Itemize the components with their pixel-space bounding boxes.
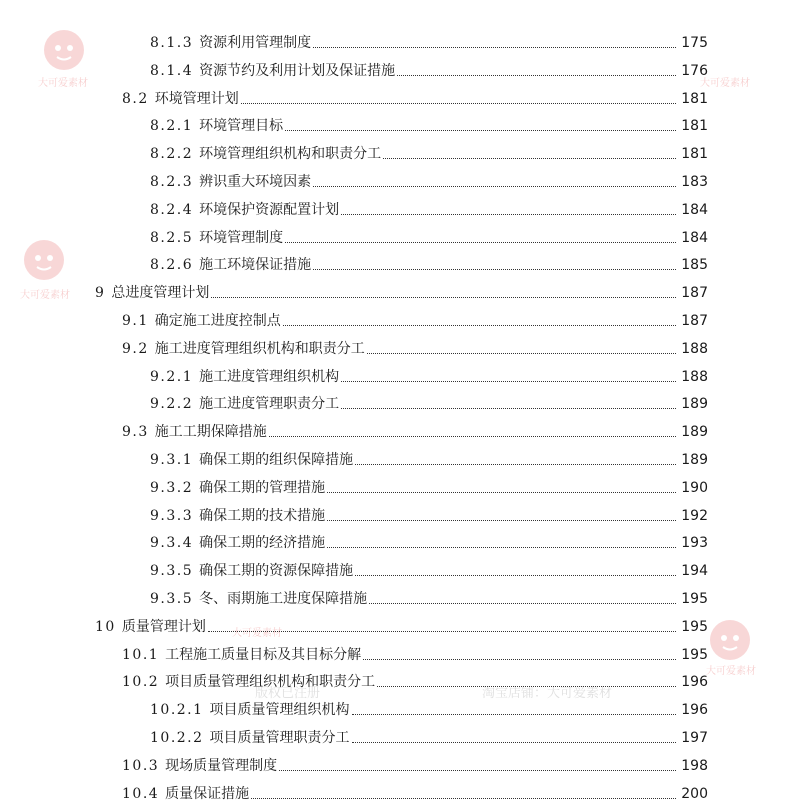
toc-entry[interactable] (0, 334, 800, 358)
toc-entry[interactable] (0, 417, 800, 441)
toc-entry-title: 环境管理组织机构和职责分工 (199, 146, 382, 163)
toc-entry-number: 10.2.2 (150, 730, 204, 746)
toc-dot-leader (369, 602, 676, 604)
toc-entry-page: 196 (681, 702, 708, 719)
toc-dot-leader (285, 241, 676, 243)
toc-entry-title: 项目质量管理职责分工 (209, 730, 350, 746)
toc-entry-page: 190 (681, 479, 708, 496)
toc-entry[interactable] (0, 612, 800, 636)
toc-entry[interactable] (0, 779, 800, 803)
toc-entry[interactable] (0, 250, 800, 274)
toc-entry-number: 10.3 (122, 757, 160, 774)
toc-entry-number: 8.2.6 (150, 257, 194, 274)
toc-entry-number: 9 (95, 285, 106, 302)
toc-entry-number: 9.2.2 (150, 396, 194, 413)
toc-entry-number: 9.3.5 (150, 563, 194, 580)
watermark-brand: 大可爱素材 (706, 666, 756, 677)
toc-entry-page: 195 (681, 591, 708, 607)
toc-entry-title: 质量管理计划 (121, 618, 206, 635)
toc-entry-number: 9.3.2 (150, 479, 194, 496)
toc-entry-title: 施工工期保障措施 (154, 424, 267, 441)
toc-entry-title: 辨识重大环境因素 (199, 174, 312, 190)
toc-entry-title: 确保工期的经济措施 (199, 535, 326, 552)
toc-entry-page: 193 (681, 535, 708, 552)
toc-dot-leader (341, 407, 676, 409)
toc-entry-number: 8.2.1 (150, 118, 194, 135)
toc-entry-page: 189 (681, 396, 708, 413)
toc-entry-title: 施工进度管理组织机构 (199, 368, 340, 385)
toc-dot-leader (383, 157, 676, 159)
toc-entry[interactable] (0, 445, 800, 469)
toc-entry-number: 9.3.4 (150, 535, 194, 552)
watermark-brand: 大可爱素材 (20, 290, 70, 301)
toc-entry-number: 9.2.1 (150, 368, 194, 385)
toc-dot-leader (211, 296, 676, 298)
toc-dot-leader (241, 102, 676, 104)
toc-entry-title: 总进度管理计划 (111, 285, 210, 302)
toc-entry-title: 施工进度管理组织机构和职责分工 (154, 340, 365, 357)
toc-entry-number: 10.2.1 (150, 702, 204, 719)
toc-entry-page: 181 (681, 90, 708, 107)
toc-entry[interactable] (0, 695, 800, 719)
toc-entry-page: 187 (681, 313, 708, 329)
toc-entry[interactable] (0, 278, 800, 302)
toc-entry-title: 确保工期的管理措施 (199, 479, 326, 496)
toc-entry-number: 8.2.5 (150, 229, 194, 246)
toc-entry[interactable] (0, 111, 800, 135)
toc-dot-leader (327, 519, 676, 521)
toc-entry-page: 183 (681, 174, 708, 190)
watermark-notice: 版权已注册 (255, 686, 321, 701)
toc-entry-page: 189 (681, 452, 708, 468)
toc-entry[interactable] (0, 640, 800, 664)
toc-dot-leader (283, 324, 676, 326)
toc-entry[interactable] (0, 473, 800, 497)
toc-dot-leader (367, 352, 676, 354)
watermark-brand: 大可爱素材 (38, 78, 88, 89)
toc-dot-leader (313, 46, 676, 48)
toc-entry-page: 198 (681, 757, 708, 774)
toc-entry-number: 8.2 (122, 90, 149, 107)
toc-entry-title: 冬、雨期施工进度保障措施 (199, 591, 368, 607)
toc-entry[interactable] (0, 667, 800, 691)
toc-entry-page: 184 (681, 201, 708, 218)
toc-entry[interactable] (0, 362, 800, 386)
watermark-brand: 大可爱素材 (232, 628, 282, 639)
toc-entry-number: 9.2 (122, 340, 149, 357)
toc-entry-title: 环境保护资源配置计划 (199, 201, 340, 218)
toc-entry-page: 185 (681, 257, 708, 274)
toc-dot-leader (352, 713, 676, 715)
toc-entry[interactable] (0, 84, 800, 108)
toc-dot-leader (352, 741, 676, 743)
toc-dot-leader (313, 268, 676, 270)
toc-entry-title: 资源节约及利用计划及保证措施 (199, 62, 396, 79)
toc-entry-page: 184 (681, 229, 708, 246)
toc-entry[interactable] (0, 56, 800, 80)
toc-entry[interactable] (0, 139, 800, 163)
toc-entry-number: 10.2 (122, 674, 160, 691)
toc-entry[interactable] (0, 501, 800, 525)
toc-entry-title: 确保工期的技术措施 (199, 507, 326, 524)
toc-entry-page: 181 (681, 146, 708, 163)
toc-entry-title: 环境管理制度 (199, 229, 284, 246)
toc-entry-title: 确保工期的组织保障措施 (199, 452, 354, 468)
toc-entry-number: 10.4 (122, 785, 160, 802)
toc-entry[interactable] (0, 584, 800, 608)
toc-entry-page: 200 (681, 785, 708, 802)
toc-entry-page: 176 (681, 62, 708, 79)
toc-entry-number: 8.1.4 (150, 62, 194, 79)
toc-entry[interactable] (0, 528, 800, 552)
toc-entry-page: 175 (681, 35, 708, 51)
toc-dot-leader (341, 380, 676, 382)
toc-entry-number: 9.3 (122, 424, 149, 441)
toc-entry-number: 9.3.3 (150, 507, 194, 524)
toc-entry-title: 环境管理目标 (199, 118, 284, 135)
toc-entry-page: 196 (681, 674, 708, 691)
toc-entry[interactable] (0, 751, 800, 775)
watermark-brand: 大可爱素材 (700, 78, 750, 89)
toc-entry-title: 施工环境保证措施 (199, 257, 312, 274)
toc-dot-leader (269, 435, 676, 437)
toc-entry-page: 194 (681, 563, 708, 580)
toc-entry-page: 195 (681, 646, 708, 663)
toc-entry-number: 8.1.3 (150, 35, 194, 51)
toc-entry-number: 9.1 (122, 313, 149, 329)
toc-entry[interactable] (0, 28, 800, 52)
toc-entry[interactable] (0, 195, 800, 219)
toc-entry-page: 189 (681, 424, 708, 441)
toc-entry-page: 188 (681, 340, 708, 357)
toc-dot-leader (355, 574, 676, 576)
toc-entry[interactable] (0, 306, 800, 330)
toc-entry-number: 8.2.2 (150, 146, 194, 163)
toc-dot-leader (285, 129, 676, 131)
toc-entry[interactable] (0, 167, 800, 191)
toc-entry-title: 确保工期的资源保障措施 (199, 563, 354, 580)
toc-entry-title: 环境管理计划 (154, 90, 239, 107)
toc-dot-leader (279, 769, 676, 771)
toc-entry-title: 确定施工进度控制点 (154, 313, 281, 329)
toc-dot-leader (341, 213, 676, 215)
toc-entry-number: 9.3.5 (150, 591, 194, 607)
toc-entry-page: 187 (681, 285, 708, 302)
toc-entry[interactable] (0, 556, 800, 580)
toc-dot-leader (327, 491, 676, 493)
toc-entry[interactable] (0, 223, 800, 247)
toc-dot-leader (327, 546, 676, 548)
toc-dot-leader (251, 797, 676, 799)
toc-entry-page: 188 (681, 368, 708, 385)
toc-entry-page: 192 (681, 507, 708, 524)
toc-entry-title: 项目质量管理组织机构 (209, 702, 350, 719)
toc-dot-leader (363, 658, 676, 660)
toc-entry-page: 197 (681, 730, 708, 746)
toc-entry-title: 质量保证措施 (165, 785, 250, 802)
toc-dot-leader (397, 74, 676, 76)
toc-entry-page: 181 (681, 118, 708, 135)
toc-entry-page: 195 (681, 618, 708, 635)
toc-entry-title: 资源利用管理制度 (199, 35, 312, 51)
toc-entry-number: 10 (95, 618, 116, 635)
toc-entry-title: 项目质量管理组织机构和职责分工 (165, 674, 376, 691)
toc-entry-number: 9.3.1 (150, 452, 194, 468)
toc-dot-leader (355, 463, 676, 465)
toc-entry-number: 8.2.3 (150, 174, 194, 190)
toc-entry[interactable] (0, 723, 800, 747)
toc-entry-number: 10.1 (122, 646, 160, 663)
toc-entry[interactable] (0, 389, 800, 413)
toc-dot-leader (313, 185, 676, 187)
toc-entry-number: 8.2.4 (150, 201, 194, 218)
toc-entry-title: 施工进度管理职责分工 (199, 396, 340, 413)
watermark-notice: 淘宝店铺：大可爱素材 (482, 686, 613, 701)
toc-dot-leader (208, 630, 676, 632)
toc-entry-title: 工程施工质量目标及其目标分解 (165, 646, 362, 663)
toc-dot-leader (377, 685, 676, 687)
toc-entry-title: 现场质量管理制度 (165, 757, 278, 774)
